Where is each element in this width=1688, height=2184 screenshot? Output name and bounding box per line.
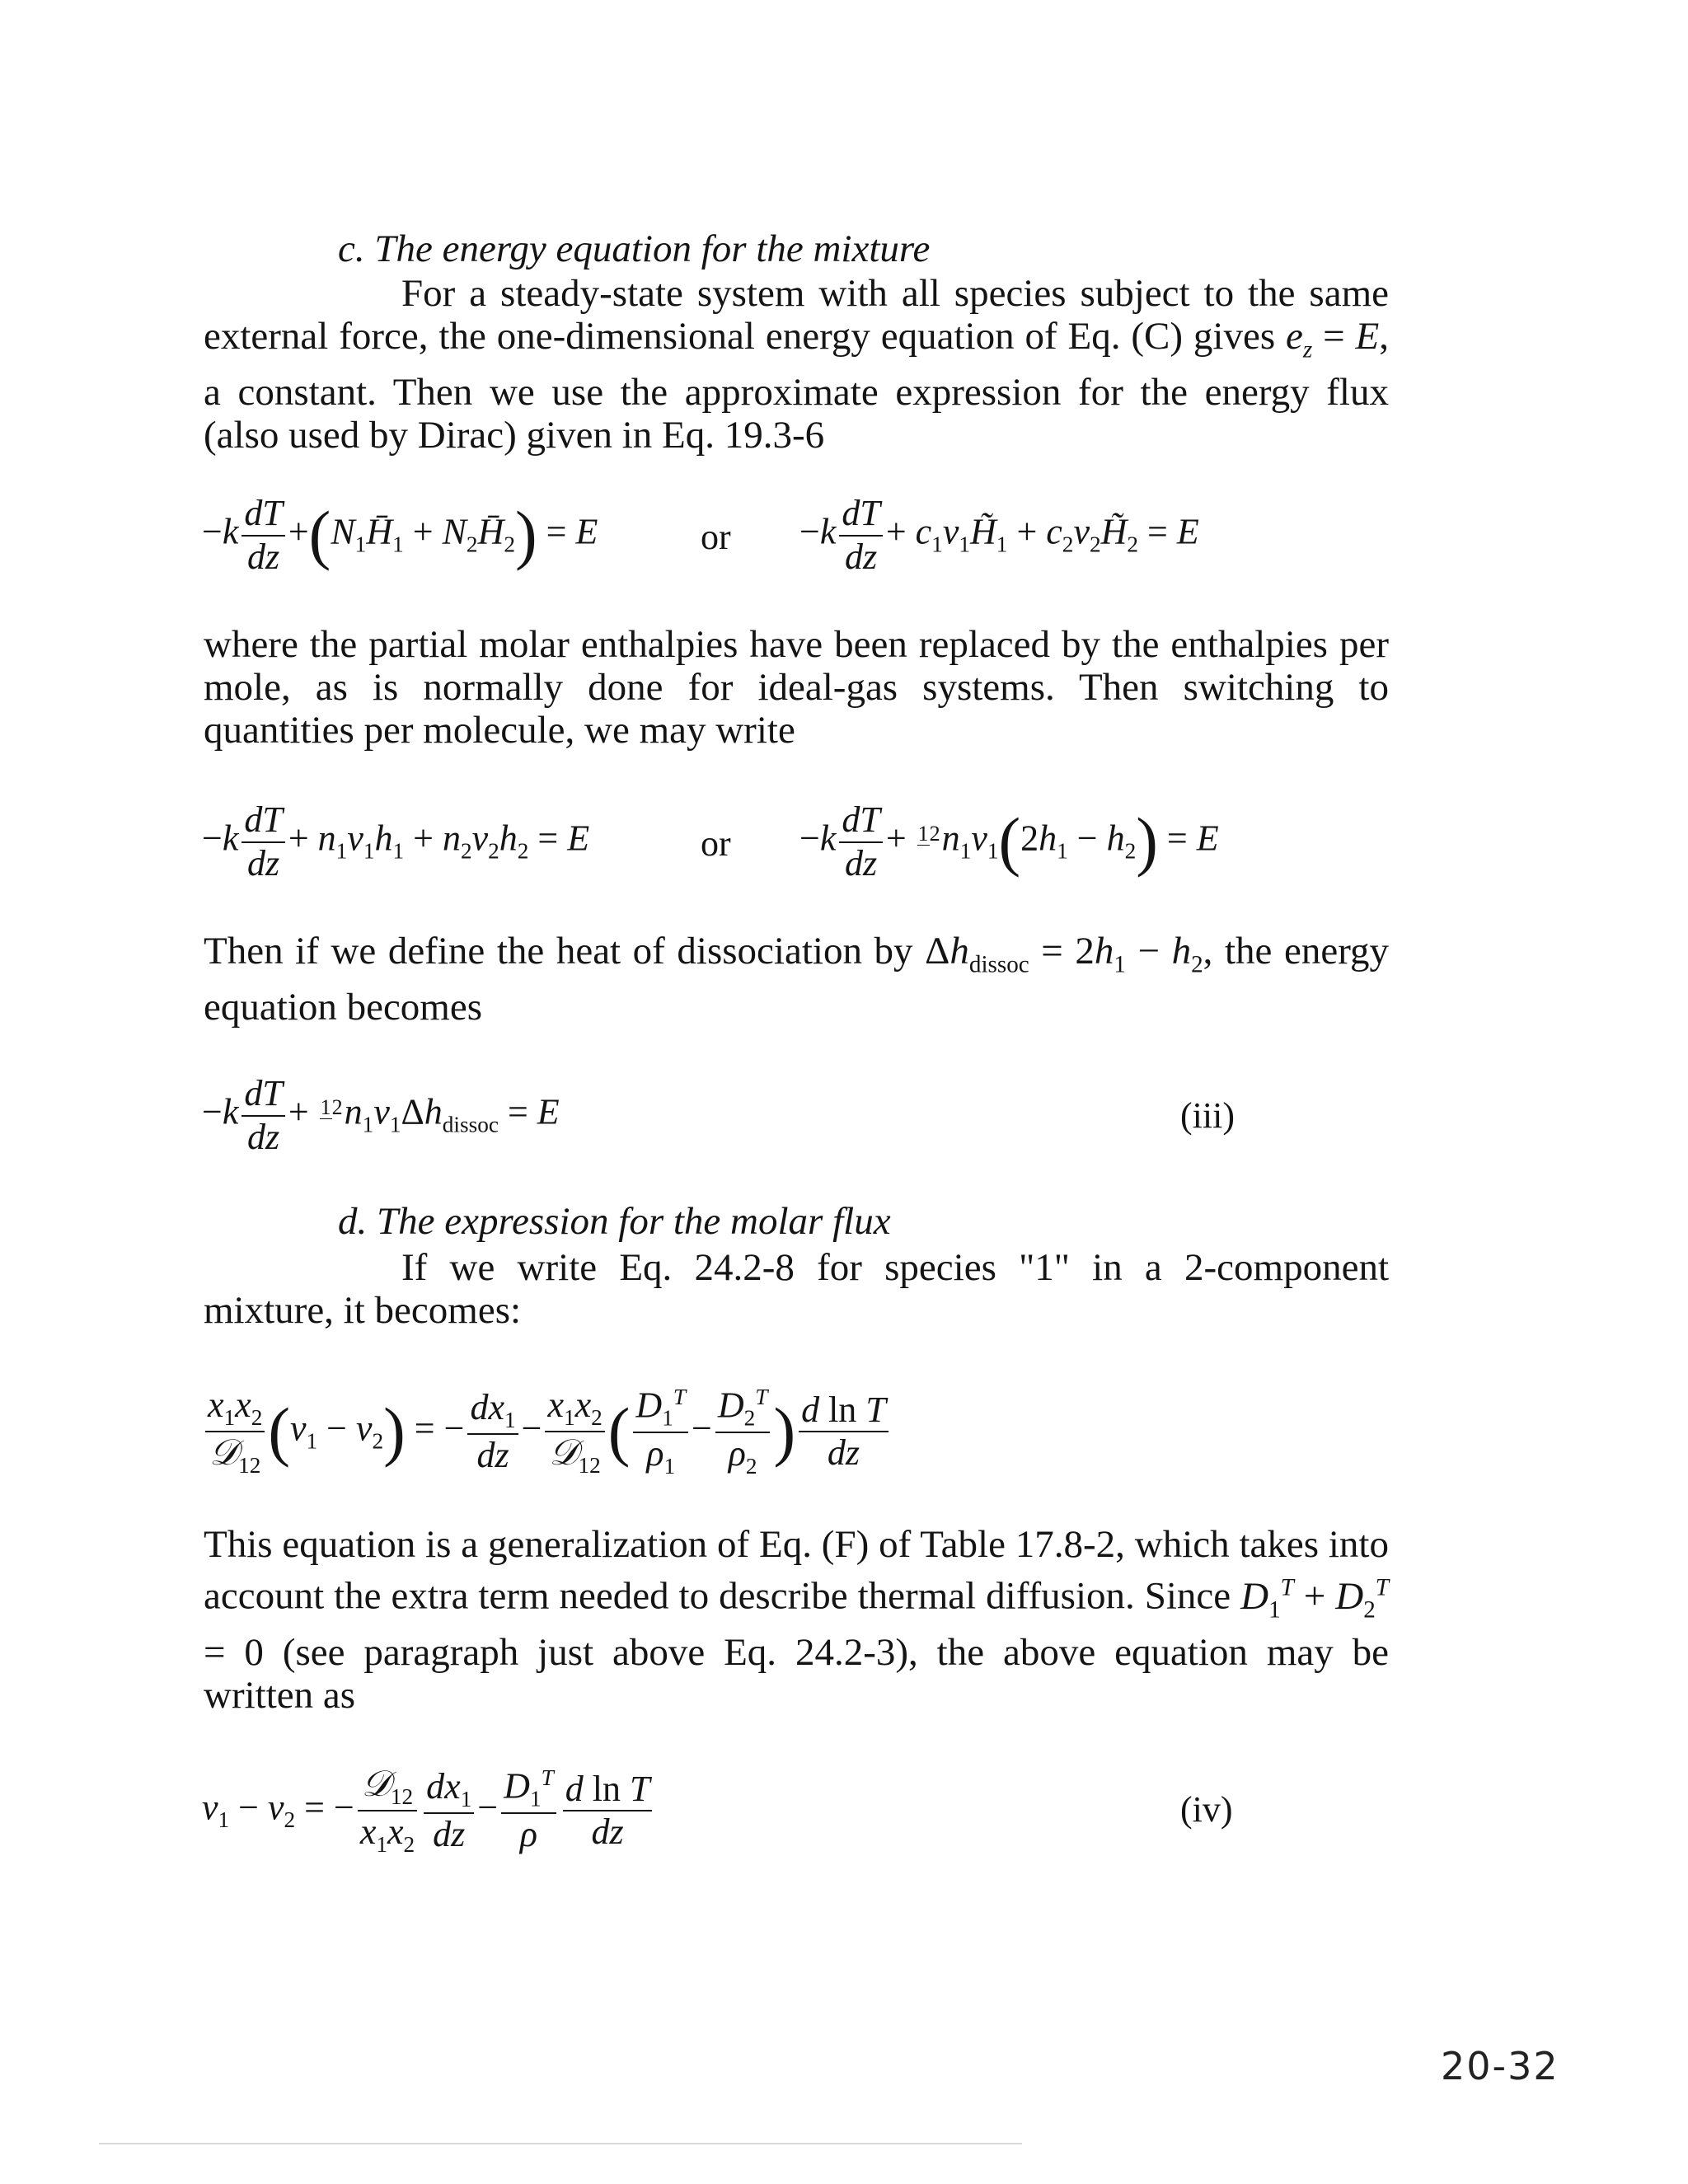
scan-artifact-line <box>99 2143 1022 2144</box>
paragraph-energy-intro-text-2: a constant. Then we use the approximate expression for the energy flux (also used by Dirac) given in Eq. 19.3-6 <box>204 371 1389 457</box>
paragraph-heat-dissociation: Then if we define the heat of dissociation by $\Delta h_{dissoc} = 2h_1 - h_2$, the energy equation becomes <box>204 930 1390 1029</box>
equation-energy-flux-molar: −k $\frac{dT}{dz}$ $+(N_1H̄_1$ + $N_2H̄_2) = E$ <box>202 493 598 577</box>
section-d-heading: d. The expression for the molar flux <box>338 1200 891 1243</box>
paragraph-energy-intro: For a steady-state system with all species subject to the same external force, the one-dimensional energy equation of Eq. (C) gives $e_z = E$, a constant. Then we use the approximate expression for the energy flux (also used by Dirac) given in Eq. 19.3-6 <box>204 272 1390 457</box>
inline-math-dissoc: $\Delta h_{dissoc} = 2h_1 - h_2$, <box>925 930 1213 978</box>
equation-number-iii: (iii) <box>1180 1095 1235 1136</box>
equation-iii: −k $\frac{dT}{dz}$ + $^{12}n_1v_1\Delta h_{dissoc} = E$ <box>202 1073 560 1157</box>
equation-or-2: or <box>701 823 731 864</box>
equation-iv: $v_1 - v_2$ = − $\frac{𝒟_{12}}{x_1x_2}$ $\frac{dx_1}{dz}$ − $\frac{D_1^T}{\rho}$ $\frac{\text{d ln T}}{dz}$ <box>202 1764 655 1858</box>
paragraph-energy-intro-text: For a steady-state system with all species subject to the same external force, the one-dimensional energy equation of Eq. (C) gives <box>204 272 1389 358</box>
paragraph-molar-flux: If we write Eq. 24.2-8 for species "1" in a 2-component mixture, it becomes: <box>204 1246 1389 1332</box>
equation-molar-flux: $\frac{x_1x_2}{𝒟_{12}}$ $(v_1 - v_2)$ = − $\frac{dx_1}{dz}$ − $\frac{x_1x_2}{𝒟_{12}}$ ( $\frac{D_1^T}{\rho_1}$ − $\frac{D_2^T}{\rho_2}$ ) $\frac{\text{d ln T}}{dz}$ <box>202 1385 892 1479</box>
equation-energy-molecule-combined: −k $\frac{dT}{dz}$ + $^{12}n_1v_1(2h_1 - h_2) = E$ <box>799 799 1219 883</box>
paragraph-partial-molar: where the partial molar enthalpies have been replaced by the enthalpies per mole, as is normally done for ideal-gas systems. Then switching to quantities per molecule, we may write <box>204 623 1389 752</box>
page-number: 20-32 <box>1441 2044 1559 2088</box>
equation-or-1: or <box>701 517 731 557</box>
equation-number-iv: (iv) <box>1180 1789 1233 1830</box>
inline-math-ez: $e_z$ <box>1286 315 1313 363</box>
equation-energy-flux-mass: −k $\frac{dT}{dz}$ + $c_1v_1H̃_1$ + $c_2v_2H̃_2 = E$ <box>799 493 1199 577</box>
paragraph-generalization: This equation is a generalization of Eq. (F) of Table 17.8-2, which takes into account the extra term needed to describe thermal diffusion. Since $D_1^T + D_2^T = 0$ (see paragraph just above Eq. 24.2-3), the above equation may be written as <box>204 1523 1389 1718</box>
equation-energy-molecule: −k $\frac{dT}{dz}$ + $n_1v_1h_1 + n_2v_2h_2 = E$ <box>202 799 590 883</box>
section-c-heading: c. The energy equation for the mixture <box>338 227 931 270</box>
inline-math-dt-sum: $D_1^T + D_2^T = 0$ <box>204 1574 1389 1675</box>
